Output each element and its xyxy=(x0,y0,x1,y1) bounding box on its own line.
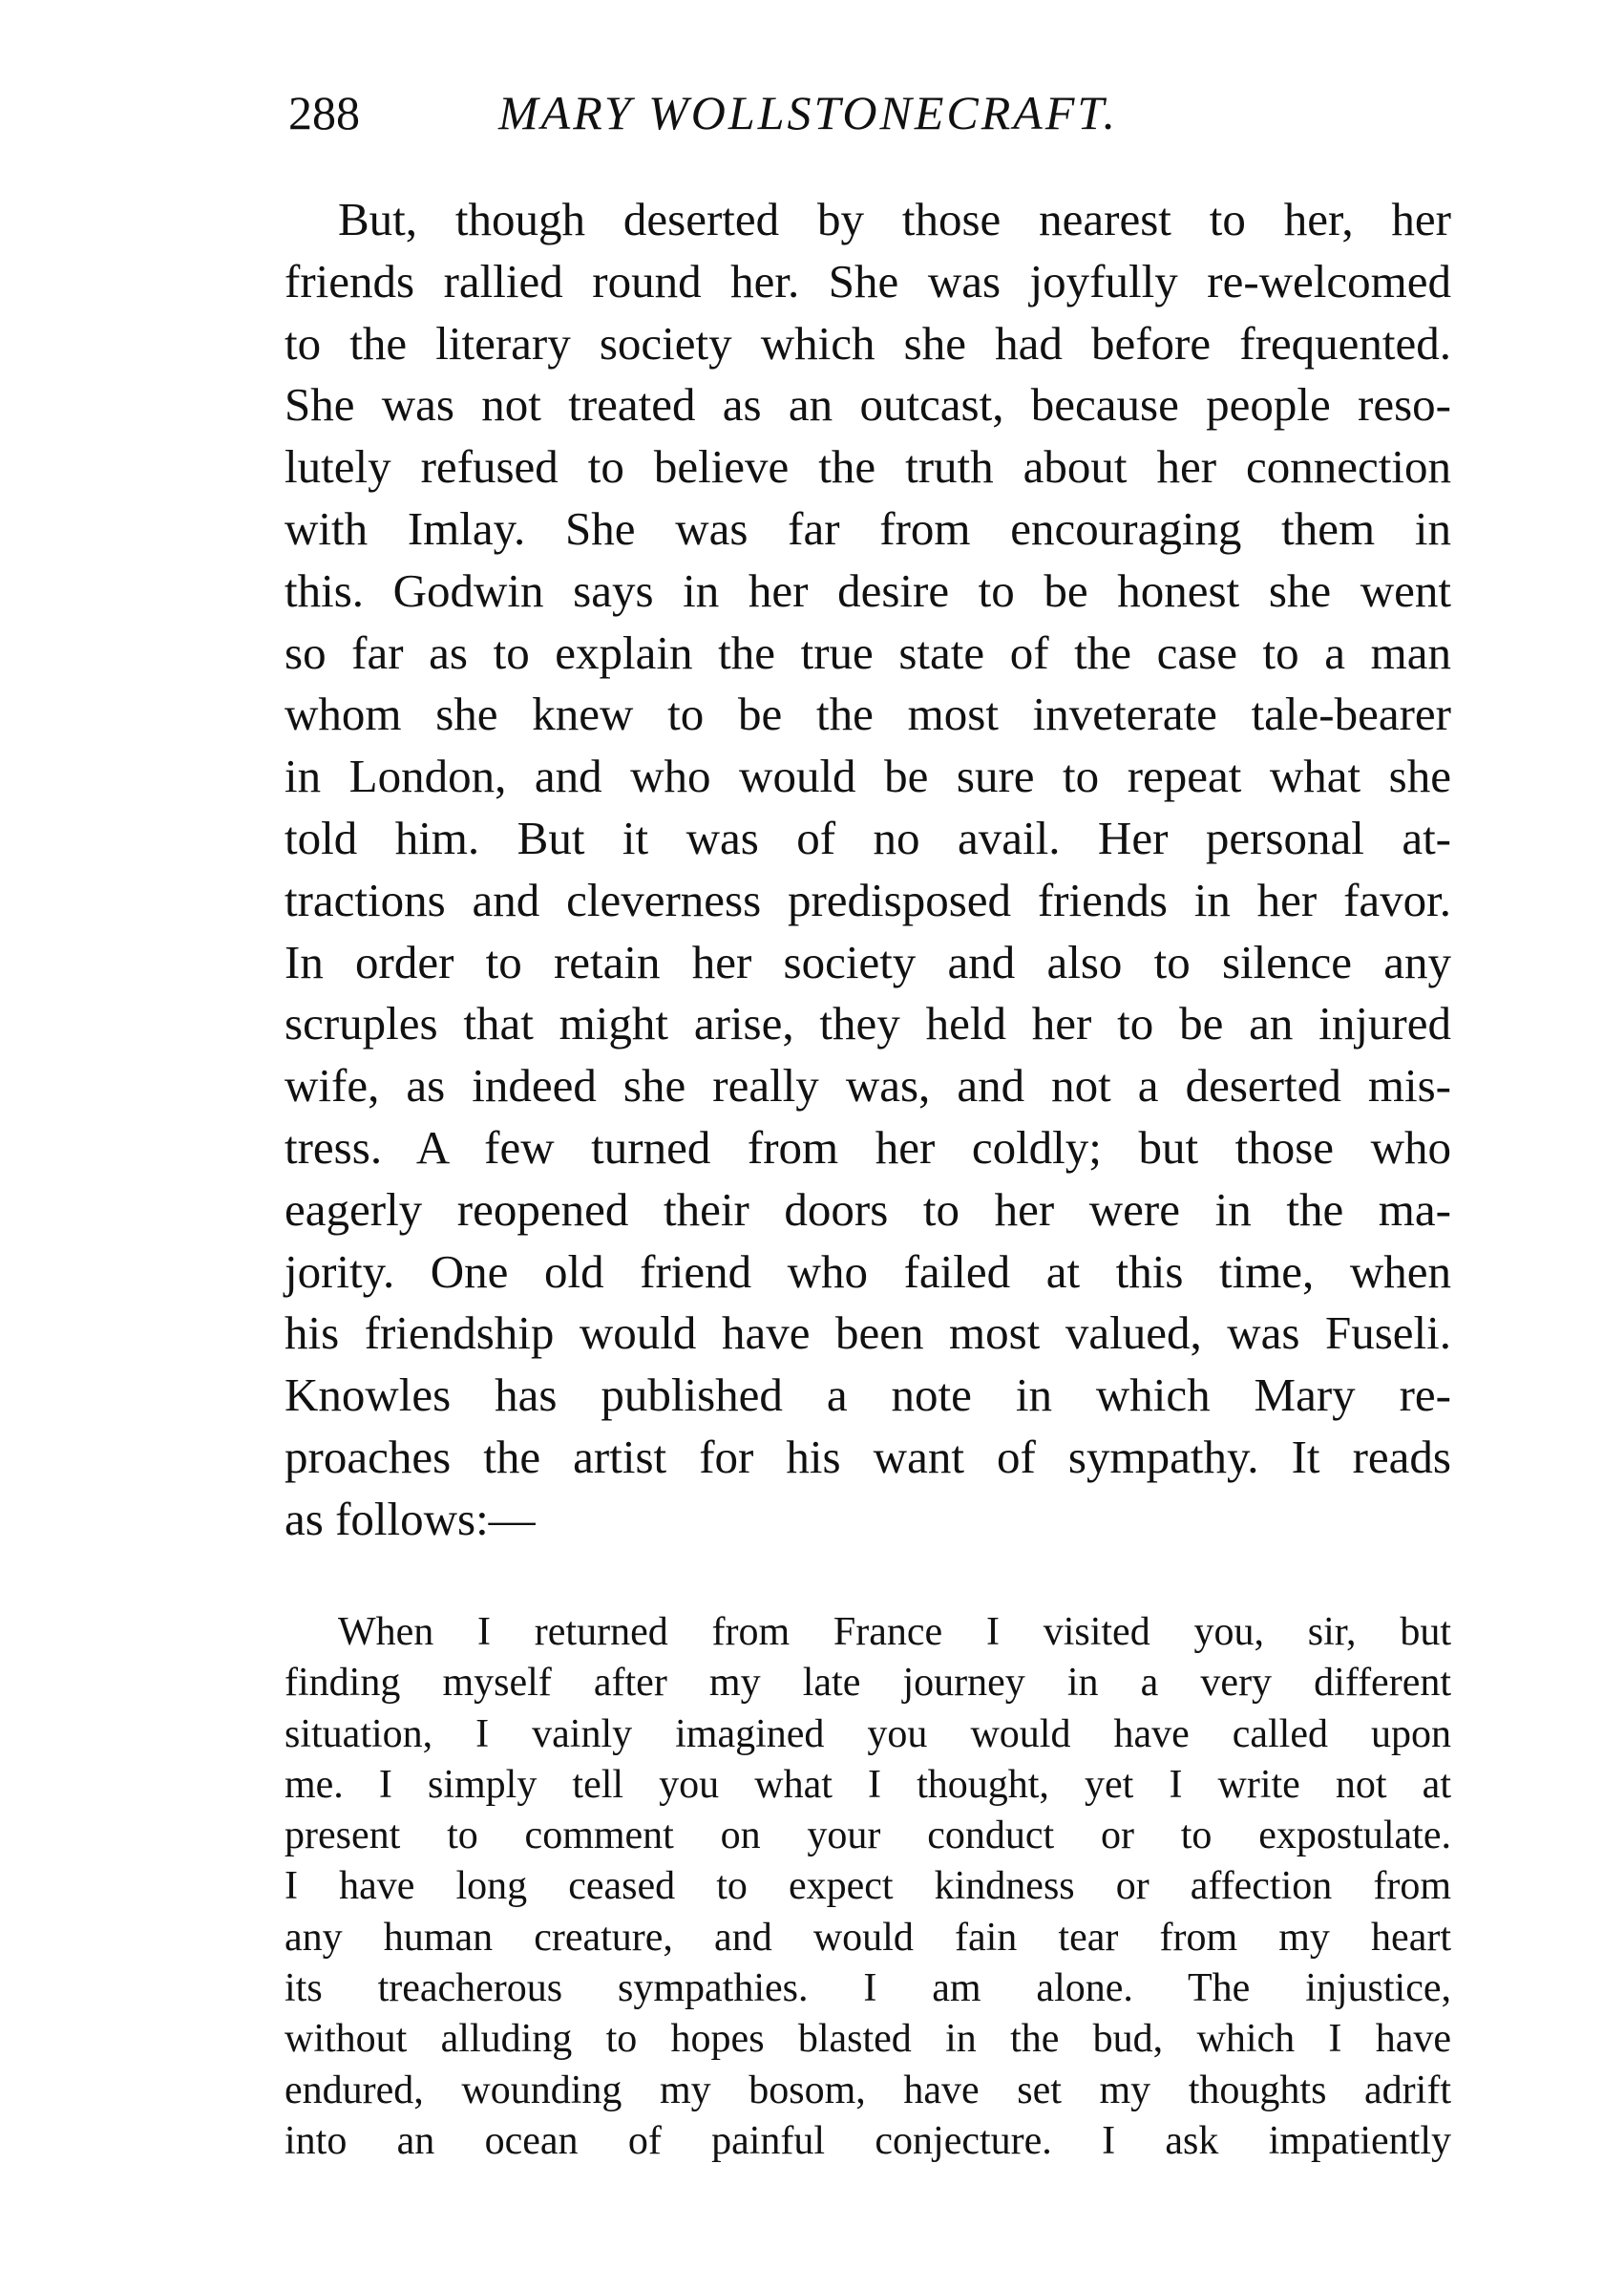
text-line: whom she knew to be the most inveterate tale-bearer xyxy=(285,688,1451,741)
text-line: Knowles has published a note in which Mary re- xyxy=(285,1368,1451,1422)
text-line: in London, and who would be sure to repeat what she xyxy=(285,750,1451,803)
text-line: to the literary society which she had before frequented. xyxy=(285,316,1451,370)
text-line: wife, as indeed she really was, and not a deserted mis- xyxy=(285,1059,1451,1113)
text-line: But, though deserted by those nearest to her, her xyxy=(338,193,1451,245)
text-line: In order to retain her society and also to silence any xyxy=(285,935,1451,988)
text-line: this. Godwin says in her desire to be honest she went xyxy=(285,563,1451,617)
text-line: as follows:— xyxy=(285,1492,536,1545)
text-line: told him. But it was of no avail. Her personal at- xyxy=(285,811,1451,864)
text-line: She was not treated as an outcast, because people reso- xyxy=(285,378,1451,432)
text-line: tractions and cleverness predisposed friends in her favor. xyxy=(285,873,1451,926)
text-line: eagerly reopened their doors to her were in the ma- xyxy=(285,1182,1451,1236)
text-line: friends rallied round her. She was joyfully re-welcomed xyxy=(285,254,1451,308)
page-number: 288 xyxy=(288,86,360,139)
text-line: proaches the artist for his want of sympathy. It reads xyxy=(285,1430,1451,1483)
quote-line: present to comment on your conduct or to expostulate. xyxy=(285,1814,1451,1858)
text-line: scruples that might arise, they held her to be an injured xyxy=(285,997,1451,1050)
running-title: MARY WOLLSTONECRAFT. xyxy=(498,86,1118,139)
quote-line: me. I simply tell you what I thought, yet I write not at xyxy=(285,1762,1451,1807)
text-line: tress. A few turned from her coldly; but those who xyxy=(285,1120,1451,1174)
quote-line: I have long ceased to expect kindness or affection from xyxy=(285,1864,1451,1909)
text-line: so far as to explain the true state of the case to a man xyxy=(285,626,1451,679)
quoted-letter xyxy=(285,1607,1451,2167)
quote-line: finding myself after my late journey in a very different xyxy=(285,1661,1451,1706)
text-line: jority. One old friend who failed at this time, when xyxy=(285,1244,1451,1298)
quote-line: When I returned from France I visited you, sir, but xyxy=(338,1610,1451,1654)
main-paragraph xyxy=(285,189,1451,1551)
text-line: his friendship would have been most valued, was Fuseli. xyxy=(285,1306,1451,1360)
quote-line: any human creature, and would fain tear from my heart xyxy=(285,1915,1451,1960)
text-line: lutely refused to believe the truth about her connection xyxy=(285,440,1451,494)
quote-line: into an ocean of painful conjecture. I ask impatiently xyxy=(285,2118,1451,2163)
quote-line: situation, I vainly imagined you would have called upon xyxy=(285,1711,1451,1756)
running-head xyxy=(288,84,1243,141)
quote-line: without alluding to hopes blasted in the bud, which I have xyxy=(285,2017,1451,2062)
text-line: with Imlay. She was far from encouraging them in xyxy=(285,501,1451,555)
quote-line: endured, wounding my bosom, have set my thoughts adrift xyxy=(285,2068,1451,2112)
quote-line: its treacherous sympathies. I am alone. The injustice, xyxy=(285,1966,1451,2011)
